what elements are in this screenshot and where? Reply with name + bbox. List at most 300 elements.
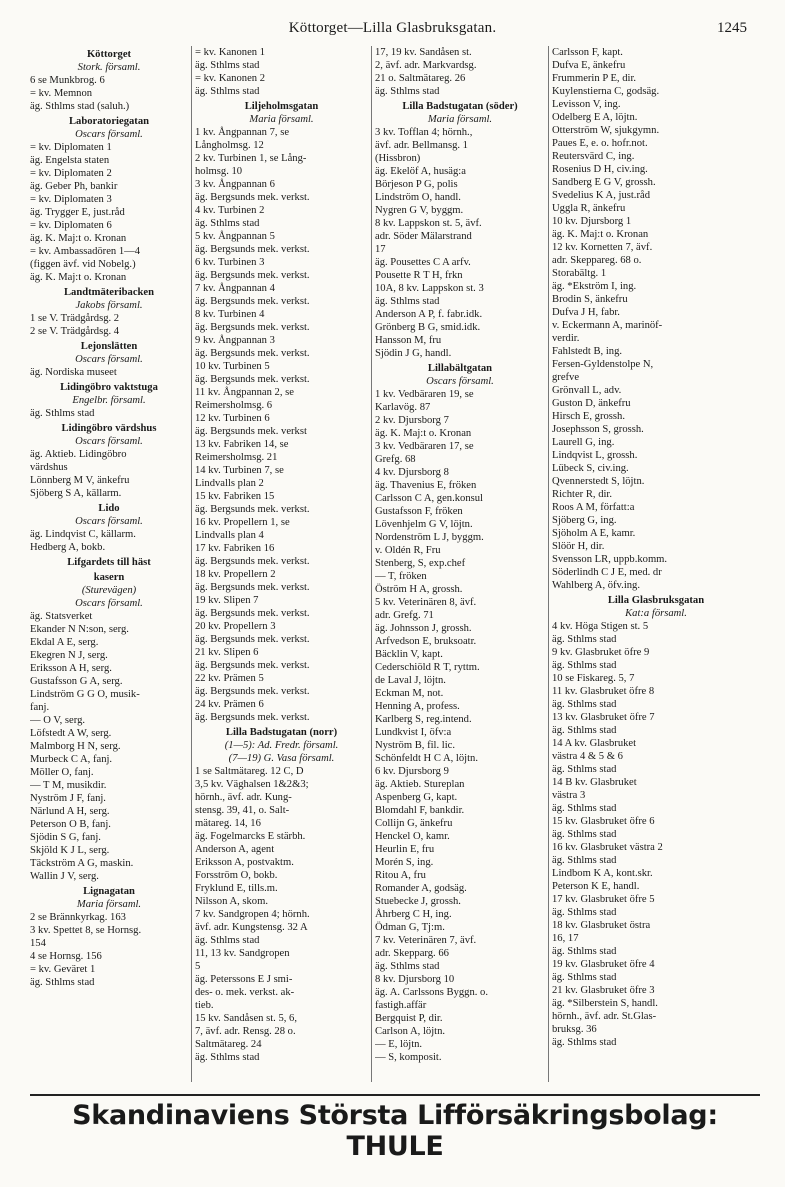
directory-entry: Kuylenstierna C, godsäg. [552,86,660,97]
directory-entry: äg. Aktieb. Stureplan [375,779,465,790]
directory-entry: äg. Bergsunds mek. verkst. [195,270,310,281]
directory-entry: 4 kv. Djursborg 8 [375,467,449,478]
directory-entry: adr. Söder Mälarstrand [375,231,472,242]
directory-entry: Collijn G, änkefru [375,818,453,829]
directory-entry: 8 kv. Djursborg 10 [375,974,455,985]
directory-entry: äg. Sthlms stad [30,408,95,419]
directory-entry: Fryklund E, tills.m. [195,883,278,894]
directory-entry: Carlson A, löjtn. [375,1026,446,1037]
directory-entry: 24 kv. Prämen 6 [195,699,264,710]
directory-entry: Karlavög. 87 [375,402,431,413]
directory-entry: Hedberg A, bokb. [30,542,106,553]
directory-entry: äg. Statsverket [30,611,93,622]
directory-entry: Arfvedson E, bruksoatr. [375,636,477,647]
directory-entry: Dufva J H, fabr. [552,307,620,318]
street-heading: Landtmäteribacken [63,287,155,298]
directory-entry: äg. Sthlms stad [552,907,617,918]
directory-entry: Grönvall L, adv. [552,385,622,396]
directory-entry: Slöör H, dir. [552,541,605,552]
directory-entry: Schönfeldt H C A, löjtn. [375,753,478,764]
directory-entry: äg. Trygger E, just.råd [30,207,125,218]
directory-entry: Josephsson S, grossh. [552,424,644,435]
directory-entry: Gustafsson G A, serg. [30,676,123,687]
directory-entry: 17 kv. Fabriken 16 [195,543,275,554]
directory-entry: (figgen ävf. vid Nobelg.) [30,259,136,270]
street-heading: Köttorget [86,49,132,60]
directory-entry: 6 kv. Djursborg 9 [375,766,449,777]
directory-entry: Lübeck S, civ.ing. [552,463,629,474]
directory-entry: Saltmätareg. 24 [195,1039,262,1050]
directory-entry: Löfstedt A W, serg. [30,728,112,739]
directory-entry: Henckel O, kamr. [375,831,450,842]
directory-entry: Möller O, fanj. [30,767,94,778]
directory-entry: Sjödin S G, fanj. [30,832,101,843]
directory-entry: Fahlstedt B, ing. [552,346,623,357]
directory-entry: Sjöberg G, ing. [552,515,617,526]
column-divider [191,46,192,1082]
directory-entry: Börjeson P G, polis [375,179,458,190]
directory-entry: Aspenberg G, kapt. [375,792,458,803]
directory-entry: Cederschiöld R T, ryttm. [375,662,480,673]
directory-entry: Heurlin E, fru [375,844,435,855]
directory-entry: 15 kv. Fabriken 15 [195,491,275,502]
street-heading: Lillabältgatan [427,363,493,374]
directory-entry: 3,5 kv. Väghalsen 1&2&3; [195,779,309,790]
column-1 [30,46,188,989]
directory-entry: = kv. Ambassadören 1—4 [30,246,141,257]
directory-entry: = kv. Kanonen 1 [195,47,266,58]
directory-entry: Sjöholm A E, kamr. [552,528,636,539]
directory-entry: 11 kv. Glasbruket öfre 8 [552,686,655,697]
directory-entry: Lindbom K A, kont.skr. [552,868,653,879]
directory-entry: 21 kv. Glasbruket öfre 3 [552,985,655,996]
directory-entry: 8 kv. Turbinen 4 [195,309,265,320]
directory-entry: 14 kv. Turbinen 7, se [195,465,284,476]
directory-entry: 4 kv. Turbinen 2 [195,205,265,216]
parish-label: (1—5): Ad. Fredr. församl. [224,740,339,751]
directory-entry: äg. Bergsunds mek. verkst [195,426,307,437]
running-head [30,20,755,40]
directory-entry: Brodin S, änkefru [552,294,628,305]
directory-entry: Laurell G, ing. [552,437,615,448]
directory-entry: Romander A, godsäg. [375,883,467,894]
directory-entry: 17 [375,244,386,255]
directory-entry: Rosenius D H, civ.ing. [552,164,648,175]
directory-entry: Murbeck C A, fanj. [30,754,113,765]
directory-entry: Anderson A, agent [195,844,275,855]
column-2 [195,46,368,1064]
parish-label: Kat:a församl. [625,608,687,619]
directory-entry: 2, ävf. adr. Markvardsg. [375,60,477,71]
directory-entry: äg. Sthlms stad [552,660,617,671]
directory-entry: Peterson K E, handl. [552,881,640,892]
directory-entry: Stuebecke J, grossh. [375,896,461,907]
directory-entry: äg. Sthlms stad [552,803,617,814]
column-divider [371,46,372,1082]
directory-entry: 1 kv. Ångpannan 7, se [195,127,290,138]
directory-entry: äg. Geber Ph, bankir [30,181,118,192]
directory-entry: Guston D, änkefru [552,398,631,409]
directory-entry: — T M, musikdir. [30,780,107,791]
column-4 [552,46,760,1049]
parish-label: Maria församl. [76,899,142,910]
directory-entry: Gustafsson F, fröken [375,506,463,517]
street-heading: Lignagatan [83,886,135,897]
directory-entry: äg. Sthlms stad [552,972,617,983]
directory-entry: fastigh.affär [375,1000,427,1011]
directory-entry: Svensson LR, uppb.komm. [552,554,668,565]
directory-entry: äg. Sthlms stad (saluh.) [30,101,130,112]
directory-entry: äg. K. Maj:t o. Kronan [30,233,127,244]
parish-label: Engelbr. församl. [72,395,146,406]
directory-entry: 1 se Saltmätareg. 12 C, D [195,766,304,777]
directory-entry: holmsg. 10 [195,166,243,177]
directory-entry: Lindvalls plan 2 [195,478,264,489]
page-number: 1245 [717,20,747,36]
directory-entry: äg. Sthlms stad [552,829,617,840]
directory-entry: äg. Sthlms stad [552,946,617,957]
parish-label: Oscars församl. [426,376,494,387]
directory-entry: äg. *Silberstein S, handl. [552,998,658,1009]
directory-entry: 20 kv. Propellern 3 [195,621,276,632]
directory-entry: Qvennerstedt S, löjtn. [552,476,645,487]
directory-entry: Forsström O, bokb. [195,870,278,881]
directory-entry: Grönberg B G, smid.idk. [375,322,481,333]
directory-entry: 15 kv. Sandåsen st. 5, 6, [195,1013,298,1024]
directory-entry: Bergquist P, dir. [375,1013,443,1024]
directory-entry: fanj. [30,702,50,713]
directory-entry: 18 kv. Propellern 2 [195,569,276,580]
directory-entry: Svedelius K A, just.råd [552,190,650,201]
directory-entry: 17, 19 kv. Sandåsen st. [375,47,472,58]
directory-entry: = kv. Memnon [30,88,93,99]
directory-entry: äg. Bergsunds mek. verkst. [195,296,310,307]
directory-entry: Ritou A, fru [375,870,426,881]
directory-entry: äg. Nordiska museet [30,367,117,378]
column-divider [548,46,549,1082]
directory-entry: Lövenhjelm G V, löjtn. [375,519,473,530]
directory-entry: = kv. Diplomaten 2 [30,168,112,179]
directory-entry: äg. Sthlms stad [195,86,260,97]
directory-entry: 5 [195,961,201,972]
directory-entry: Hansson M, fru [375,335,442,346]
directory-entry: tieb. [195,1000,214,1011]
directory-entry: 22 kv. Prämen 5 [195,673,264,684]
directory-entry: äg. Sthlms stad [552,764,617,775]
directory-entry: äg. Sthlms stad [195,935,260,946]
directory-entry: Lönnberg M V, änkefru [30,475,130,486]
directory-entry: äg. Sthlms stad [552,855,617,866]
directory-entry: ävf. adr. Bellmansg. 1 [375,140,468,151]
street-heading: Lilla Glasbruksgatan [607,595,705,606]
directory-entry: 5 kv. Ångpannan 5 [195,231,275,242]
directory-entry: Levisson V, ing. [552,99,621,110]
advertisement-banner: Skandinaviens Största Lifförsäkringsbolag: THULE [30,1094,760,1162]
street-heading: Lidingöbro värdshus [61,423,157,434]
directory-entry: 10 kv. Djursborg 1 [552,216,632,227]
directory-entry: 19 kv. Slipen 7 [195,595,259,606]
directory-entry: äg. Sthlms stad [195,1052,260,1063]
directory-entry: Blomdahl F, bankdir. [375,805,465,816]
directory-entry: Uggla R, änkefru [552,203,626,214]
directory-entry: 1 kv. Vedbäraren 19, se [375,389,474,400]
directory-entry: Fersen-Gyldenstolpe N, [552,359,654,370]
directory-entry: äg. Bergsunds mek. verkst. [195,582,310,593]
directory-entry: Sjödin J G, handl. [375,348,452,359]
directory-entry: 21 kv. Slipen 6 [195,647,259,658]
parish-label: Oscars församl. [75,354,143,365]
directory-entry: Täckström A G, maskin. [30,858,134,869]
directory-entry: Henning A, profess. [375,701,460,712]
directory-entry: Eriksson A H, serg. [30,663,112,674]
directory-entry: äg. *Ekström I, ing. [552,281,637,292]
directory-entry: Stenberg, S, exp.chef [375,558,466,569]
street-heading: kasern [93,572,125,583]
directory-entry: Nordenström L J, byggm. [375,532,484,543]
directory-entry: Nygren G V, byggm. [375,205,464,216]
directory-entry: äg. K. Maj:t o. Kronan [375,428,472,439]
directory-entry: 10A, 8 kv. Lappskon st. 3 [375,283,484,294]
directory-entry: Nilsson A, skom. [195,896,268,907]
directory-entry: 3 kv. Vedbäraren 17, se [375,441,474,452]
directory-entry: Långholmsg. 12 [195,140,264,151]
directory-entry: Ekander N N:son, serg. [30,624,129,635]
directory-entry: värdshus [30,462,68,473]
directory-entry: 11, 13 kv. Sandgropen [195,948,290,959]
directory-entry: 13 kv. Glasbruket öfre 7 [552,712,655,723]
parish-label: Oscars församl. [75,598,143,609]
street-heading: Laboratoriegatan [68,116,150,127]
directory-entry: äg. Sthlms stad [552,725,617,736]
directory-entry: 2 kv. Djursborg 7 [375,415,449,426]
directory-entry: (Hissbron) [375,153,421,164]
directory-entry: Öström H A, grossh. [375,584,463,595]
directory-entry: Pousette R T H, frkn [375,270,463,281]
directory-entry: äg. Bergsunds mek. verkst. [195,686,310,697]
directory-entry: äg. Bergsunds mek. verkst. [195,348,310,359]
directory-entry: Skjöld K J L, serg. [30,845,110,856]
directory-entry: de Laval J, löjtn. [375,675,446,686]
directory-entry: äg. Thavenius E, fröken [375,480,477,491]
directory-entry: Wahlberg A, öfv.ing. [552,580,641,591]
directory-entry: äg. Sthlms stad [195,218,260,229]
directory-entry: 7 kv. Sandgropen 4; hörnh. [195,909,310,920]
directory-entry: hörnh., ävf. adr. St.Glas- [552,1011,657,1022]
directory-entry: ävf. adr. Kungstensg. 32 A [195,922,308,933]
directory-entry: Anderson A P, f. fabr.idk. [375,309,483,320]
directory-entry: äg. Ekelöf A, husäg:a [375,166,466,177]
directory-entry: 9 kv. Ångpannan 3 [195,335,275,346]
directory-entry: äg. Bergsunds mek. verkst. [195,608,310,619]
directory-entry: 12 kv. Turbinen 6 [195,413,270,424]
directory-entry: Bäcklin V, kapt. [375,649,443,660]
directory-entry: Lindström O, handl. [375,192,461,203]
directory-entry: 11 kv. Ångpannan 2, se [195,387,294,398]
parish-label: Oscars församl. [75,436,143,447]
directory-entry: äg. A. Carlssons Byggn. o. [375,987,489,998]
parish-label: Oscars församl. [75,516,143,527]
directory-entry: äg. Sthlms stad [30,977,95,988]
directory-entry: 2 kv. Turbinen 1, se Lång- [195,153,307,164]
directory-entry: Lindström G G O, musik- [30,689,140,700]
directory-entry: Paues E, e. o. hofr.not. [552,138,648,149]
directory-entry: adr. Skepparg. 66 [375,948,449,959]
street-heading: Lidingöbro vaktstuga [60,382,158,393]
directory-entry: v. Oldén R, Fru [375,545,441,556]
column-3 [375,46,545,1064]
directory-entry: Eriksson A, postvaktm. [195,857,294,868]
directory-entry: = kv. Diplomaten 3 [30,194,112,205]
directory-entry: 4 se Hornsg. 156 [30,951,102,962]
directory-entry: 16 kv. Glasbruket västra 2 [552,842,663,853]
directory-entry: = kv. Diplomaten 1 [30,142,112,153]
directory-entry: 21 o. Saltmätareg. 26 [375,73,466,84]
directory-entry: Nyström J F, fanj. [30,793,106,804]
directory-entry: äg. Sthlms stad [552,699,617,710]
directory-entry: hörnh., ävf. adr. Kung- [195,792,292,803]
directory-entry: 12 kv. Kornetten 7, ävf. [552,242,653,253]
directory-entry: — T, fröken [375,571,427,582]
directory-entry: äg. Bergsunds mek. verkst. [195,660,310,671]
directory-entry: 14 A kv. Glasbruket [552,738,637,749]
directory-entry: = kv. Kanonen 2 [195,73,266,84]
parish-label: Jakobs församl. [75,300,143,311]
directory-entry: 3 kv. Spettet 8, se Hornsg. [30,925,142,936]
directory-entry: 16 kv. Propellern 1, se [195,517,290,528]
directory-entry: Reimersholmsg. 6 [195,400,273,411]
directory-entry: Wallin J V, serg. [30,871,99,882]
directory-entry: stensg. 39, 41, o. Salt- [195,805,290,816]
directory-entry: Sandberg E G V, grossh. [552,177,656,188]
directory-entry: äg. K. Maj:t o. Kronan [552,229,649,240]
directory-entry: äg. Bergsunds mek. verkst. [195,192,310,203]
directory-entry: äg. Bergsunds mek. verkst. [195,244,310,255]
directory-entry: Malmborg H N, serg. [30,741,121,752]
directory-entry: Storabältg. 1 [552,268,607,279]
directory-entry: Sjöberg S A, källarm. [30,488,122,499]
street-heading: Liljeholmsgatan [244,101,319,112]
directory-entry: 4 kv. Höga Stigen st. 5 [552,621,649,632]
directory-entry: äg. Bergsunds mek. verkst. [195,712,310,723]
directory-entry: verdir. [552,333,580,344]
directory-entry: Odelberg E A, löjtn. [552,112,638,123]
directory-entry: äg. Bergsunds mek. verkst. [195,322,310,333]
directory-entry: Dufva E, änkefru [552,60,626,71]
directory-entry: Karlberg S, reg.intend. [375,714,472,725]
directory-entry: 3 kv. Ångpannan 6 [195,179,275,190]
directory-entry: 7 kv. Ångpannan 4 [195,283,275,294]
directory-entry: 5 kv. Veterinären 8, ävf. [375,597,477,608]
directory-entry: äg. Bergsunds mek. verkst. [195,634,310,645]
directory-entry: äg. Sthlms stad [375,86,440,97]
directory-entry: 8 kv. Lappskon st. 5, ävf. [375,218,482,229]
directory-entry: Åhrberg C H, ing. [375,909,452,920]
directory-entry: = kv. Diplomaten 6 [30,220,112,231]
directory-entry: Reutersvärd C, ing. [552,151,635,162]
directory-entry: des- o. mek. verkst. ak- [195,987,295,998]
directory-entry: Grefg. 68 [375,454,416,465]
directory-entry: 3 kv. Tofflan 4; hörnh., [375,127,473,138]
parish-label: Maria församl. [427,114,493,125]
directory-entry: Frummerin P E, dir. [552,73,637,84]
directory-entry: Carlsson F, kapt. [552,47,623,58]
directory-entry: adr. Grefg. 71 [375,610,434,621]
directory-entry: 9 kv. Glasbruket öfre 9 [552,647,650,658]
directory-entry: Morén S, ing. [375,857,434,868]
directory-entry: 7, ävf. adr. Rensg. 28 o. [195,1026,296,1037]
street-heading: Lifgardets till häst [67,557,151,568]
directory-entry: Roos A M, författ:a [552,502,635,513]
directory-entry: Carlsson C A, gen.konsul [375,493,484,504]
directory-entry: äg. Aktieb. Lidingöbro [30,449,127,460]
directory-entry: 6 se Munkbrog. 6 [30,75,105,86]
directory-entry: 2 se V. Trädgårdsg. 4 [30,326,120,337]
directory-entry: äg. Sthlms stad [552,1037,617,1048]
directory-entry: Richter R, dir. [552,489,613,500]
directory-entry: äg. Lindqvist C, källarm. [30,529,136,540]
directory-entry: 19 kv. Glasbruket öfre 4 [552,959,655,970]
directory-columns [30,46,760,1082]
directory-entry: grefve [552,372,580,383]
directory-entry: v. Eckermann A, marinöf- [552,320,663,331]
directory-entry: äg. Pousettes C A arfv. [375,257,471,268]
directory-entry: — O V, serg. [30,715,86,726]
directory-entry: äg. Peterssons E J smi- [195,974,293,985]
directory-entry: 15 kv. Glasbruket öfre 6 [552,816,655,827]
street-heading: Lilla Badstugatan (norr) [225,727,338,738]
directory-entry: västra 4 & 5 & 6 [552,751,623,762]
parish-label: Maria församl. [249,114,314,125]
parish-label: Stork. församl. [77,62,141,73]
parish-label: (Sturevägen) [81,585,137,596]
directory-entry: 17 kv. Glasbruket öfre 5 [552,894,655,905]
directory-entry: äg. Bergsunds mek. verkst. [195,504,310,515]
directory-entry: Ödman G, Tj:m. [375,922,445,933]
street-heading: Lejonslätten [80,341,138,352]
page-title: Köttorget—Lilla Glasbruksgatan. [288,20,497,36]
street-heading: Lilla Badstugatan (söder) [402,101,518,112]
directory-entry: 18 kv. Glasbruket östra [552,920,651,931]
directory-entry: Eckman M, not. [375,688,444,699]
directory-entry: äg. Sthlms stad [195,60,260,71]
directory-entry: 16, 17 [552,933,579,944]
directory-entry: äg. Fogelmarcks E stärbh. [195,831,306,842]
directory-entry: äg. Bergsunds mek. verkst. [195,556,310,567]
directory-entry: 154 [30,938,46,949]
directory-entry: äg. Sthlms stad [375,296,440,307]
directory-entry: Hirsch E, grossh. [552,411,625,422]
directory-entry: 10 se Fiskareg. 5, 7 [552,673,635,684]
directory-entry: 13 kv. Fabriken 14, se [195,439,289,450]
directory-entry: Lindqvist L, grossh. [552,450,638,461]
directory-entry: 10 kv. Turbinen 5 [195,361,270,372]
directory-entry: — S, komposit. [375,1052,442,1063]
directory-entry: Peterson O B, fanj. [30,819,111,830]
directory-entry: Närlund A H, serg. [30,806,110,817]
parish-label: (7—19) G. Vasa församl. [228,753,335,764]
directory-entry: äg. Bergsunds mek. verkst. [195,374,310,385]
directory-entry: äg. Johnsson J, grossh. [375,623,472,634]
directory-entry: västra 3 [552,790,586,801]
directory-entry: äg. Engelsta staten [30,155,110,166]
directory-entry: 1 se V. Trädgårdsg. 2 [30,313,120,324]
directory-entry: Söderlindh C J E, med. dr [552,567,662,578]
directory-entry: Reimersholmsg. 21 [195,452,278,463]
directory-entry: äg. Sthlms stad [552,634,617,645]
directory-entry: Nyström B, fil. lic. [375,740,456,751]
directory-entry: Lundkvist I, öfv:a [375,727,452,738]
street-heading: Lido [98,503,120,514]
